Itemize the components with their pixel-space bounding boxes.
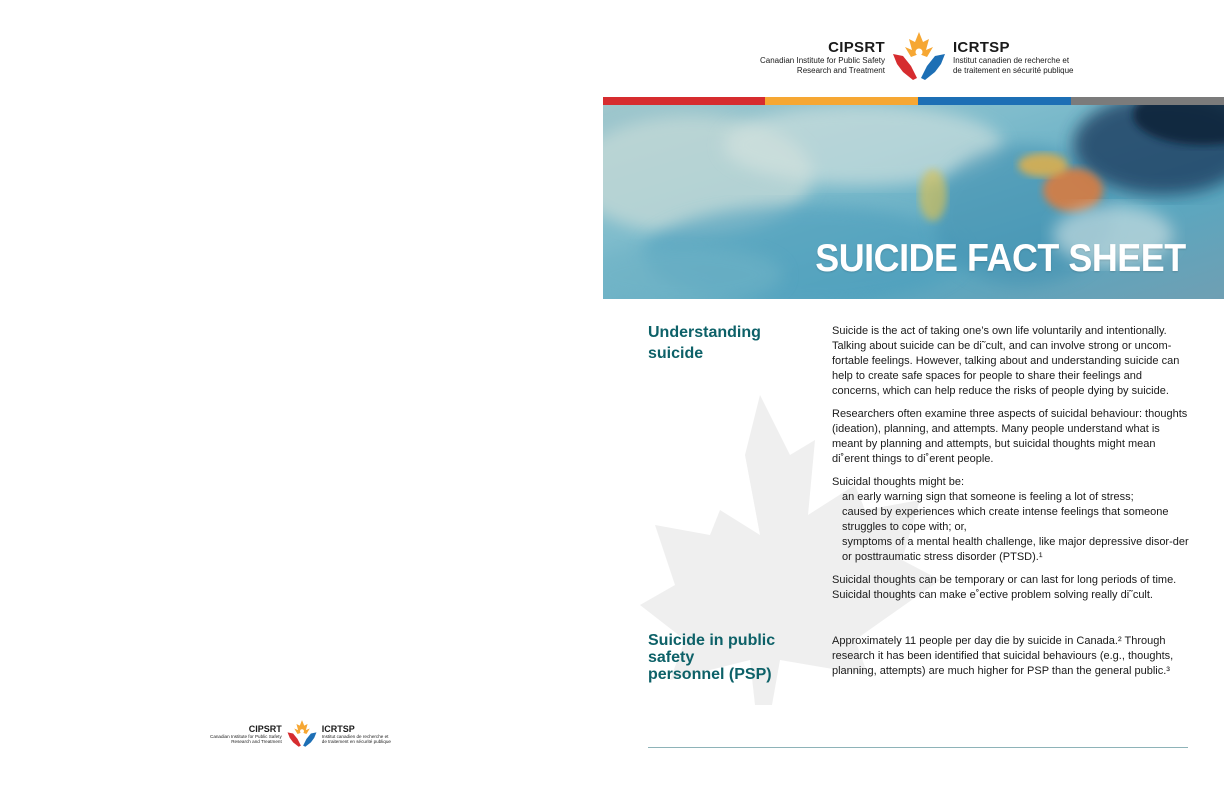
banner bbox=[603, 105, 1224, 299]
logo-desc-en-1: Canadian Institute for Public Safety bbox=[210, 733, 282, 739]
logo-desc-fr-2: de traitement en sécurité publique bbox=[321, 739, 391, 744]
heading-line: suicide bbox=[648, 345, 704, 362]
logo-desc-fr-1: Institut canadien de recherche et bbox=[321, 733, 389, 739]
paragraph: Researchers often examine three aspects of suicidal behaviour: thoughts (ideation), planning, and attempts. Many people understand what is meant by planning and attempts, but suicidal thoughts might mean di˚erent things to di˚erent people. bbox=[832, 408, 1188, 465]
section-body-understanding bbox=[832, 324, 1192, 611]
thoughts-list bbox=[832, 490, 1192, 565]
page-title: SUICIDE FACT SHEET bbox=[815, 237, 1186, 280]
logo-abbr-en: CIPSRT bbox=[828, 39, 885, 57]
logo-desc-en-2: Research and Treatment bbox=[796, 65, 885, 75]
maple-leaf-figure-icon bbox=[285, 719, 319, 749]
logo-english bbox=[760, 39, 885, 74]
logo-english bbox=[210, 724, 282, 745]
logo-top bbox=[760, 30, 1074, 84]
logo-desc-fr-1: Institut canadien de recherche et bbox=[952, 56, 1070, 66]
logo-french bbox=[953, 39, 1074, 74]
paragraph: Suicidal thoughts can be temporary or can last for long periods of time. Suicidal thoughts can make e˚ective problem solving really di˜cult. bbox=[832, 574, 1177, 601]
logo-desc-en-1: Canadian Institute for Public Safety bbox=[760, 56, 885, 66]
list-item: caused by experiences which create intense feelings that someone struggles to cope with; or, bbox=[842, 506, 1169, 533]
heading-line: personnel (PSP) bbox=[648, 666, 772, 683]
logo-bottom bbox=[210, 719, 391, 749]
section-body-psp bbox=[832, 634, 1192, 687]
color-bar bbox=[603, 97, 1224, 105]
bottom-divider bbox=[648, 747, 1188, 748]
list-item: an early warning sign that someone is feeling a lot of stress; bbox=[842, 491, 1134, 503]
logo-french bbox=[322, 724, 391, 745]
paragraph: Suicidal thoughts might be: bbox=[832, 476, 965, 488]
logo-desc-en-2: Research and Treatment bbox=[231, 739, 282, 744]
logo-abbr-en: CIPSRT bbox=[248, 723, 282, 734]
paragraph: Approximately 11 people per day die by suicide in Canada.² Through research it has been identified that suicidal behaviours (e.g., thoughts, planning, attempts) are much higher for PSP than the general public.³ bbox=[832, 635, 1174, 677]
paragraph: Suicide is the act of taking one’s own life voluntarily and intentionally. Talking about suicide can be di˜cult, and can involve strong or uncom-fortable feelings. However, talking about and understanding suicide can help to create safe spaces for people to share their feelings and concerns, which can help reduce the risks of people dying by suicide. bbox=[832, 325, 1180, 397]
section-heading-understanding bbox=[648, 322, 818, 364]
color-bar-blue bbox=[918, 97, 1071, 105]
color-bar-grey bbox=[1071, 97, 1224, 105]
color-bar-red bbox=[603, 97, 765, 105]
maple-leaf-figure-icon bbox=[889, 30, 949, 84]
heading-line: Suicide in public safety bbox=[648, 632, 776, 666]
logo-abbr-fr: ICRTSP bbox=[321, 723, 355, 734]
heading-line: Understanding bbox=[648, 324, 761, 341]
section-heading-psp bbox=[648, 632, 818, 683]
logo-abbr-fr: ICRTSP bbox=[952, 39, 1010, 57]
list-item: symptoms of a mental health challenge, like major depressive disor-der or posttraumatic stress disorder (PTSD).¹ bbox=[842, 536, 1189, 563]
logo-desc-fr-2: de traitement en sécurité publique bbox=[952, 65, 1074, 75]
color-bar-orange bbox=[765, 97, 918, 105]
